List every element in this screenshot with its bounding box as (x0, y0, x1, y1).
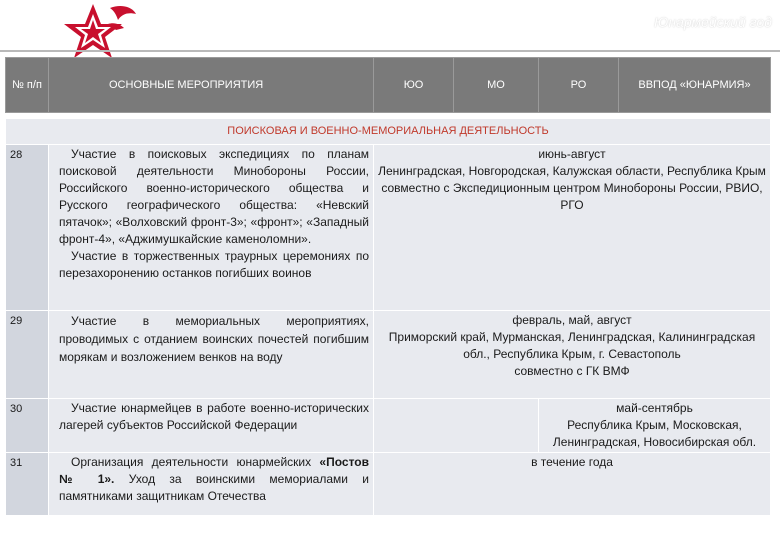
column-header-yuo: ЮО (374, 58, 454, 113)
row-description (49, 453, 374, 516)
events-table (5, 57, 771, 516)
row-period-place (374, 453, 771, 516)
row-description-bold: «Постов № 1». (59, 455, 369, 486)
row-period: июнь-август (538, 147, 606, 161)
yunarmia-logo-icon (48, 2, 138, 64)
row-period-place (374, 145, 771, 311)
row-number: 31 (6, 453, 49, 516)
row-period: май-сентябрь (616, 401, 693, 415)
row-period: в течение года (531, 455, 613, 469)
column-header-ro: РО (539, 58, 619, 113)
corner-caption: Юнармейский год (654, 14, 772, 30)
row-number: 29 (6, 311, 49, 399)
row-description (49, 399, 374, 453)
table-row (6, 311, 771, 399)
row-description (49, 311, 374, 399)
row-description-part: Участие в мемориальных мероприятиях, проводимых с отданием воинских почестей погибшим морякам и возложением венков на воду (59, 314, 369, 364)
row-number: 30 (6, 399, 49, 453)
row-empty-cell (374, 399, 539, 453)
row-place: Ленинградская, Новгородская, Калужская области, Республика Крым (378, 164, 766, 178)
row-description (49, 145, 374, 311)
column-header-name: ОСНОВНЫЕ МЕРОПРИЯТИЯ (49, 58, 374, 113)
section-title: ПОИСКОВАЯ И ВОЕННО-МЕМОРИАЛЬНАЯ ДЕЯТЕЛЬНОСТЬ (6, 119, 771, 145)
table-row (6, 453, 771, 516)
table-row (6, 145, 771, 311)
top-bar (0, 0, 780, 60)
section-title-row (6, 119, 771, 145)
row-period: февраль, май, август (512, 313, 632, 327)
row-description-part (59, 454, 369, 505)
row-place: Приморский край, Мурманская, Ленинградская, Калининградская обл., Республика Крым, г. Севастополь (388, 330, 756, 361)
row-description-part: Участие в торжественных траурных церемониях по перезахоронению останков погибших воинов (59, 249, 369, 280)
column-header-vvpod: ВВПОД «ЮНАРМИЯ» (619, 58, 771, 113)
table-row (6, 399, 771, 453)
header-divider (0, 50, 780, 52)
row-place: Республика Крым, Московская, Ленинградская, Новосибирская обл. (552, 418, 757, 449)
row-note: совместно с ГК ВМФ (514, 364, 630, 378)
row-period-place (374, 311, 771, 399)
table-header-row (6, 58, 771, 113)
row-note: совместно с Экспедиционным центром Минобороны России, РВИО, РГО (381, 181, 763, 212)
column-header-mo: МО (454, 58, 539, 113)
row-description-text: Уход за воинскими мемориалами и памятниками защитникам Отечества (59, 472, 369, 503)
row-description-text: Организация деятельности юнармейских (71, 455, 312, 469)
row-description-part: Участие в поисковых экспедициях по планам поисковой деятельности Минобороны России, Российского военно-исторического общества и Русского географического общества: «Невский пятачок»; «Волховский фронт-3»; «фронт»; «Западный фронт-4», «Аджимушкайские каменоломни». (59, 147, 369, 246)
row-period-place (539, 399, 771, 453)
row-description-part: Участие юнармейцев в работе военно-исторических лагерей субъектов Российской Федерации (59, 401, 369, 432)
column-header-num: № п/п (6, 58, 49, 113)
row-number: 28 (6, 145, 49, 311)
